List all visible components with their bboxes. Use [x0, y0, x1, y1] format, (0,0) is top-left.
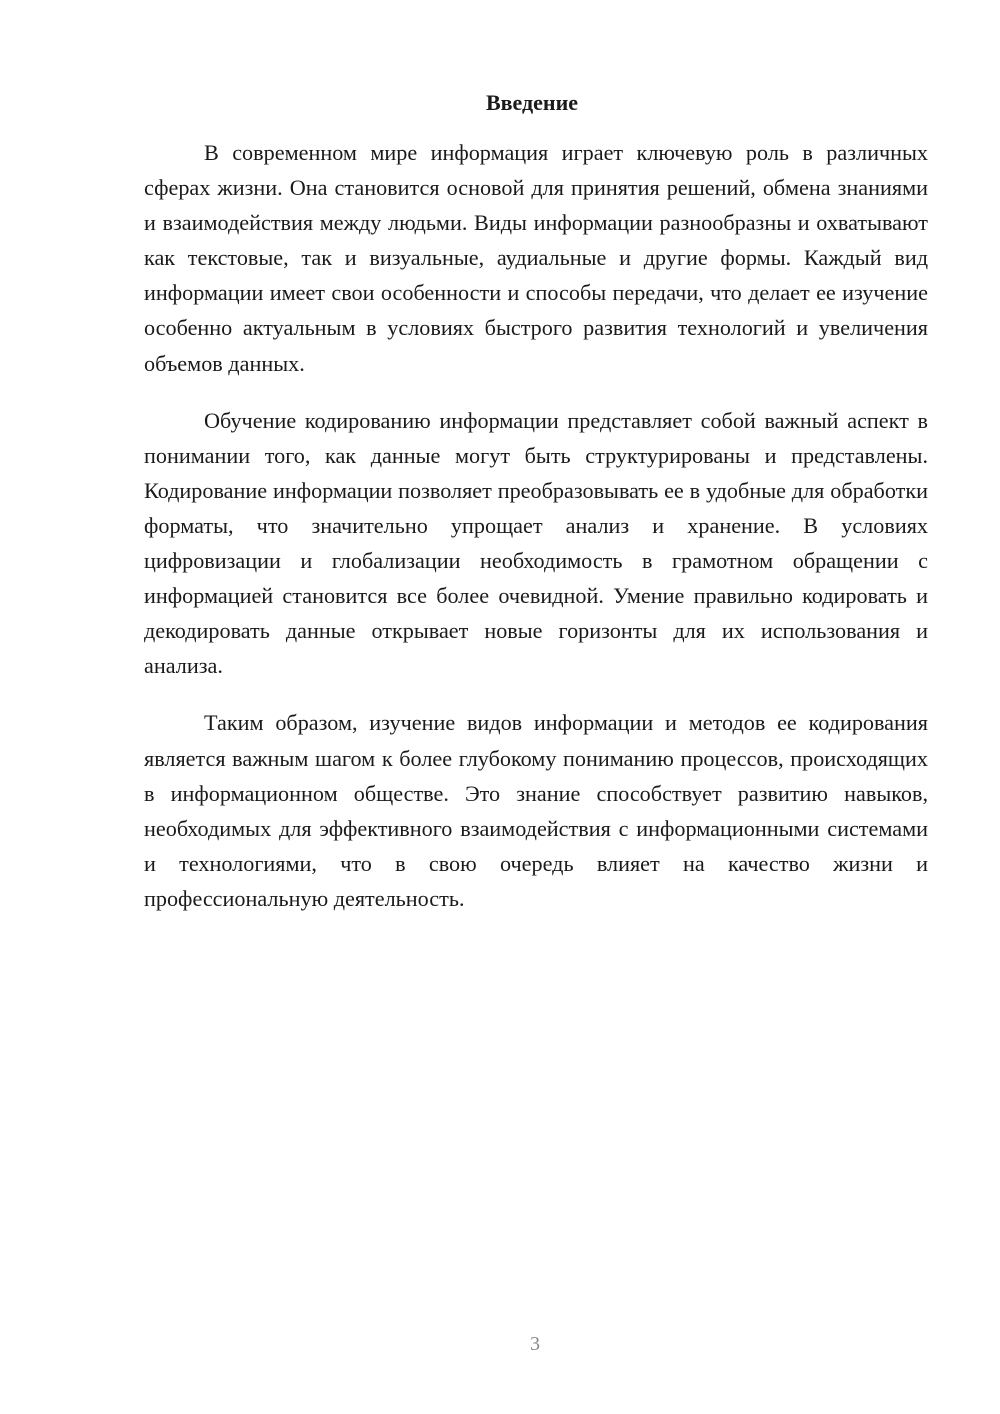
paragraph-1: В современном мире информация играет ключевую роль в различных сферах жизни. Она становится основой для принятия решений, обмена знаниями и взаимодействия между людьми. Виды информации разнообразны и охватывают как текстовые, так и визуальные, аудиальные и другие формы. Каждый вид информации имеет свои особенности и способы передачи, что делает ее изучение особенно актуальным в условиях быстрого развития технологий и увеличения объемов данных.	[144, 140, 928, 376]
page-title: Введение	[485, 90, 579, 115]
paragraph-2: Обучение кодированию информации представляет собой важный аспект в понимании того, как данные могут быть структурированы и представлены. Кодирование информации позволяет преобразовывать ее в удобные для обработки форматы, что значительно упрощает анализ и хранение. В условиях цифровизации и глобализации необходимость в грамотном обращении с информацией становится все более очевидной. Умение правильно кодировать и декодировать данные открывает новые горизонты для их использования и анализа.	[144, 407, 928, 679]
document-body	[144, 88, 928, 938]
page-number: 3	[530, 1333, 540, 1355]
paragraph-3: Таким образом, изучение видов информации и методов ее кодирования является важным шагом к более глубокому пониманию процессов, происходящих в информационном обществе. Это знание способствует развитию навыков, необходимых для эффективного взаимодействия с информационными системами и технологиями, что в свою очередь влияет на качество жизни и профессиональную деятельность.	[144, 710, 928, 911]
